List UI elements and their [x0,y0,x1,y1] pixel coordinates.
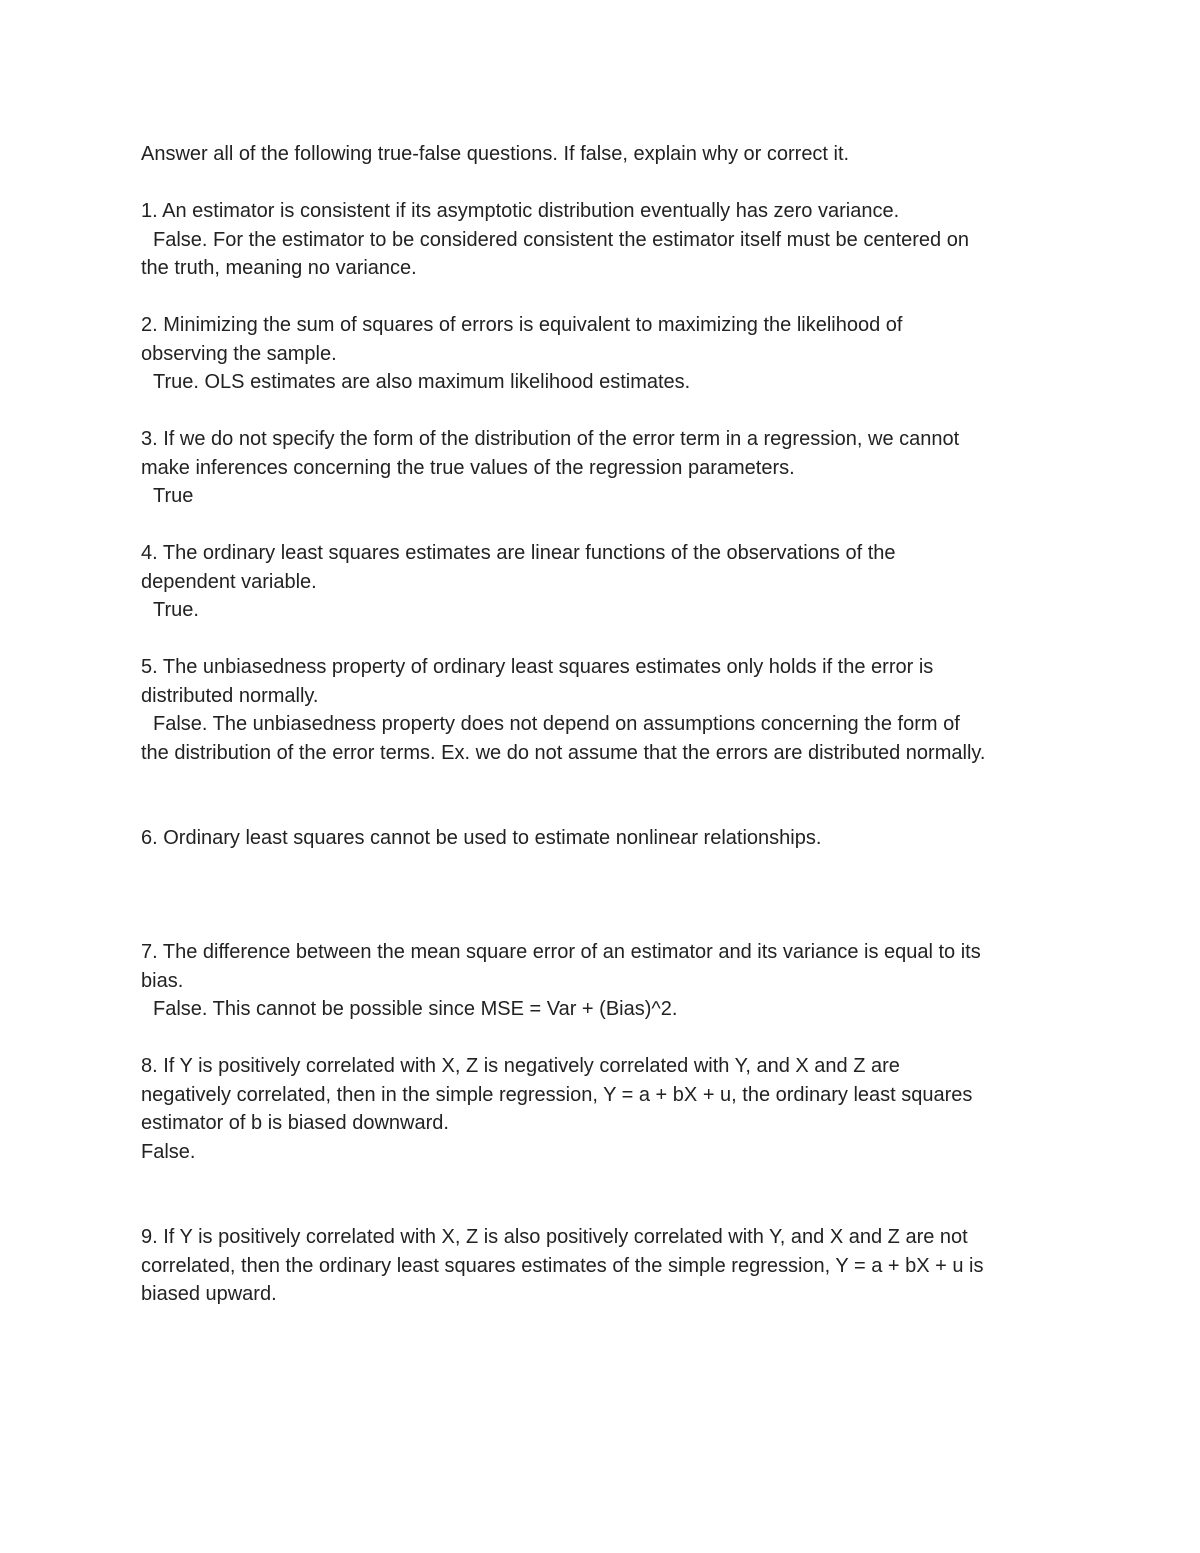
question-text: negatively correlated, then in the simple regression, Y = a + bX + u, the ordinary least squares [141,1083,973,1106]
spacer [141,511,1066,540]
answer-text: the truth, meaning no variance. [141,257,417,279]
answer-text: the distribution of the error terms. Ex. we do not assume that the errors are distributed normally. [141,741,986,764]
question-8 [141,1052,1066,1166]
answer-text: False. This cannot be possible since MSE = Var + (Bias)^2. [153,998,678,1020]
question-text: 5. The unbiasedness property of ordinary least squares estimates only holds if the error is [141,656,934,678]
question-text: estimator of b is biased downward. [141,1112,449,1134]
answer-text: True [153,485,194,507]
question-text: 1. An estimator is consistent if its asymptotic distribution eventually has zero variance. [141,200,900,222]
question-text: 8. If Y is positively correlated with X, Z is negatively correlated with Y, and X and Z are [141,1055,900,1077]
question-1 [141,197,1066,283]
spacer [141,767,1066,796]
question-text: dependent variable. [141,570,317,593]
spacer [141,169,1066,198]
spacer [141,881,1066,910]
spacer [141,283,1066,312]
question-text: 9. If Y is positively correlated with X, Z is also positively correlated with Y, and X and Z are not [141,1226,968,1248]
question-text: 6. Ordinary least squares cannot be used to estimate nonlinear relationships. [141,827,822,849]
spacer [141,910,1066,939]
question-text: distributed normally. [141,684,319,707]
question-text: 2. Minimizing the sum of squares of errors is equivalent to maximizing the likelihood of [141,314,903,336]
spacer [141,853,1066,882]
question-9 [141,1223,1066,1309]
question-text: 4. The ordinary least squares estimates are linear functions of the observations of the [141,542,896,564]
answer-text: False. For the estimator to be considered consistent the estimator itself must be centered on [153,228,969,251]
question-7 [141,938,1066,1024]
question-text: bias. [141,969,184,992]
question-2 [141,311,1066,397]
spacer [141,1166,1066,1195]
question-text: make inferences concerning the true values of the regression parameters. [141,456,795,479]
spacer [141,796,1066,825]
answer-text: True. OLS estimates are also maximum likelihood estimates. [153,371,691,393]
answer-text: False. The unbiasedness property does not depend on assumptions concerning the form of [153,713,960,735]
question-3 [141,425,1066,511]
question-text: 3. If we do not specify the form of the distribution of the error term in a regression, we cannot [141,428,960,450]
spacer [141,625,1066,654]
document-body [141,140,1066,1309]
answer-text: False. [141,1140,196,1163]
question-text: observing the sample. [141,342,337,365]
spacer [141,1024,1066,1053]
spacer [141,1195,1066,1224]
answer-text: True. [153,599,199,621]
question-5 [141,653,1066,767]
question-text: biased upward. [141,1283,277,1305]
instructions: Answer all of the following true-false questions. If false, explain why or correct it. [141,143,850,165]
question-text: 7. The difference between the mean square error of an estimator and its variance is equal to its [141,941,981,963]
question-4 [141,539,1066,625]
question-6 [141,824,1066,853]
spacer [141,397,1066,426]
question-text: correlated, then the ordinary least squares estimates of the simple regression, Y = a + bX + u is [141,1254,984,1277]
